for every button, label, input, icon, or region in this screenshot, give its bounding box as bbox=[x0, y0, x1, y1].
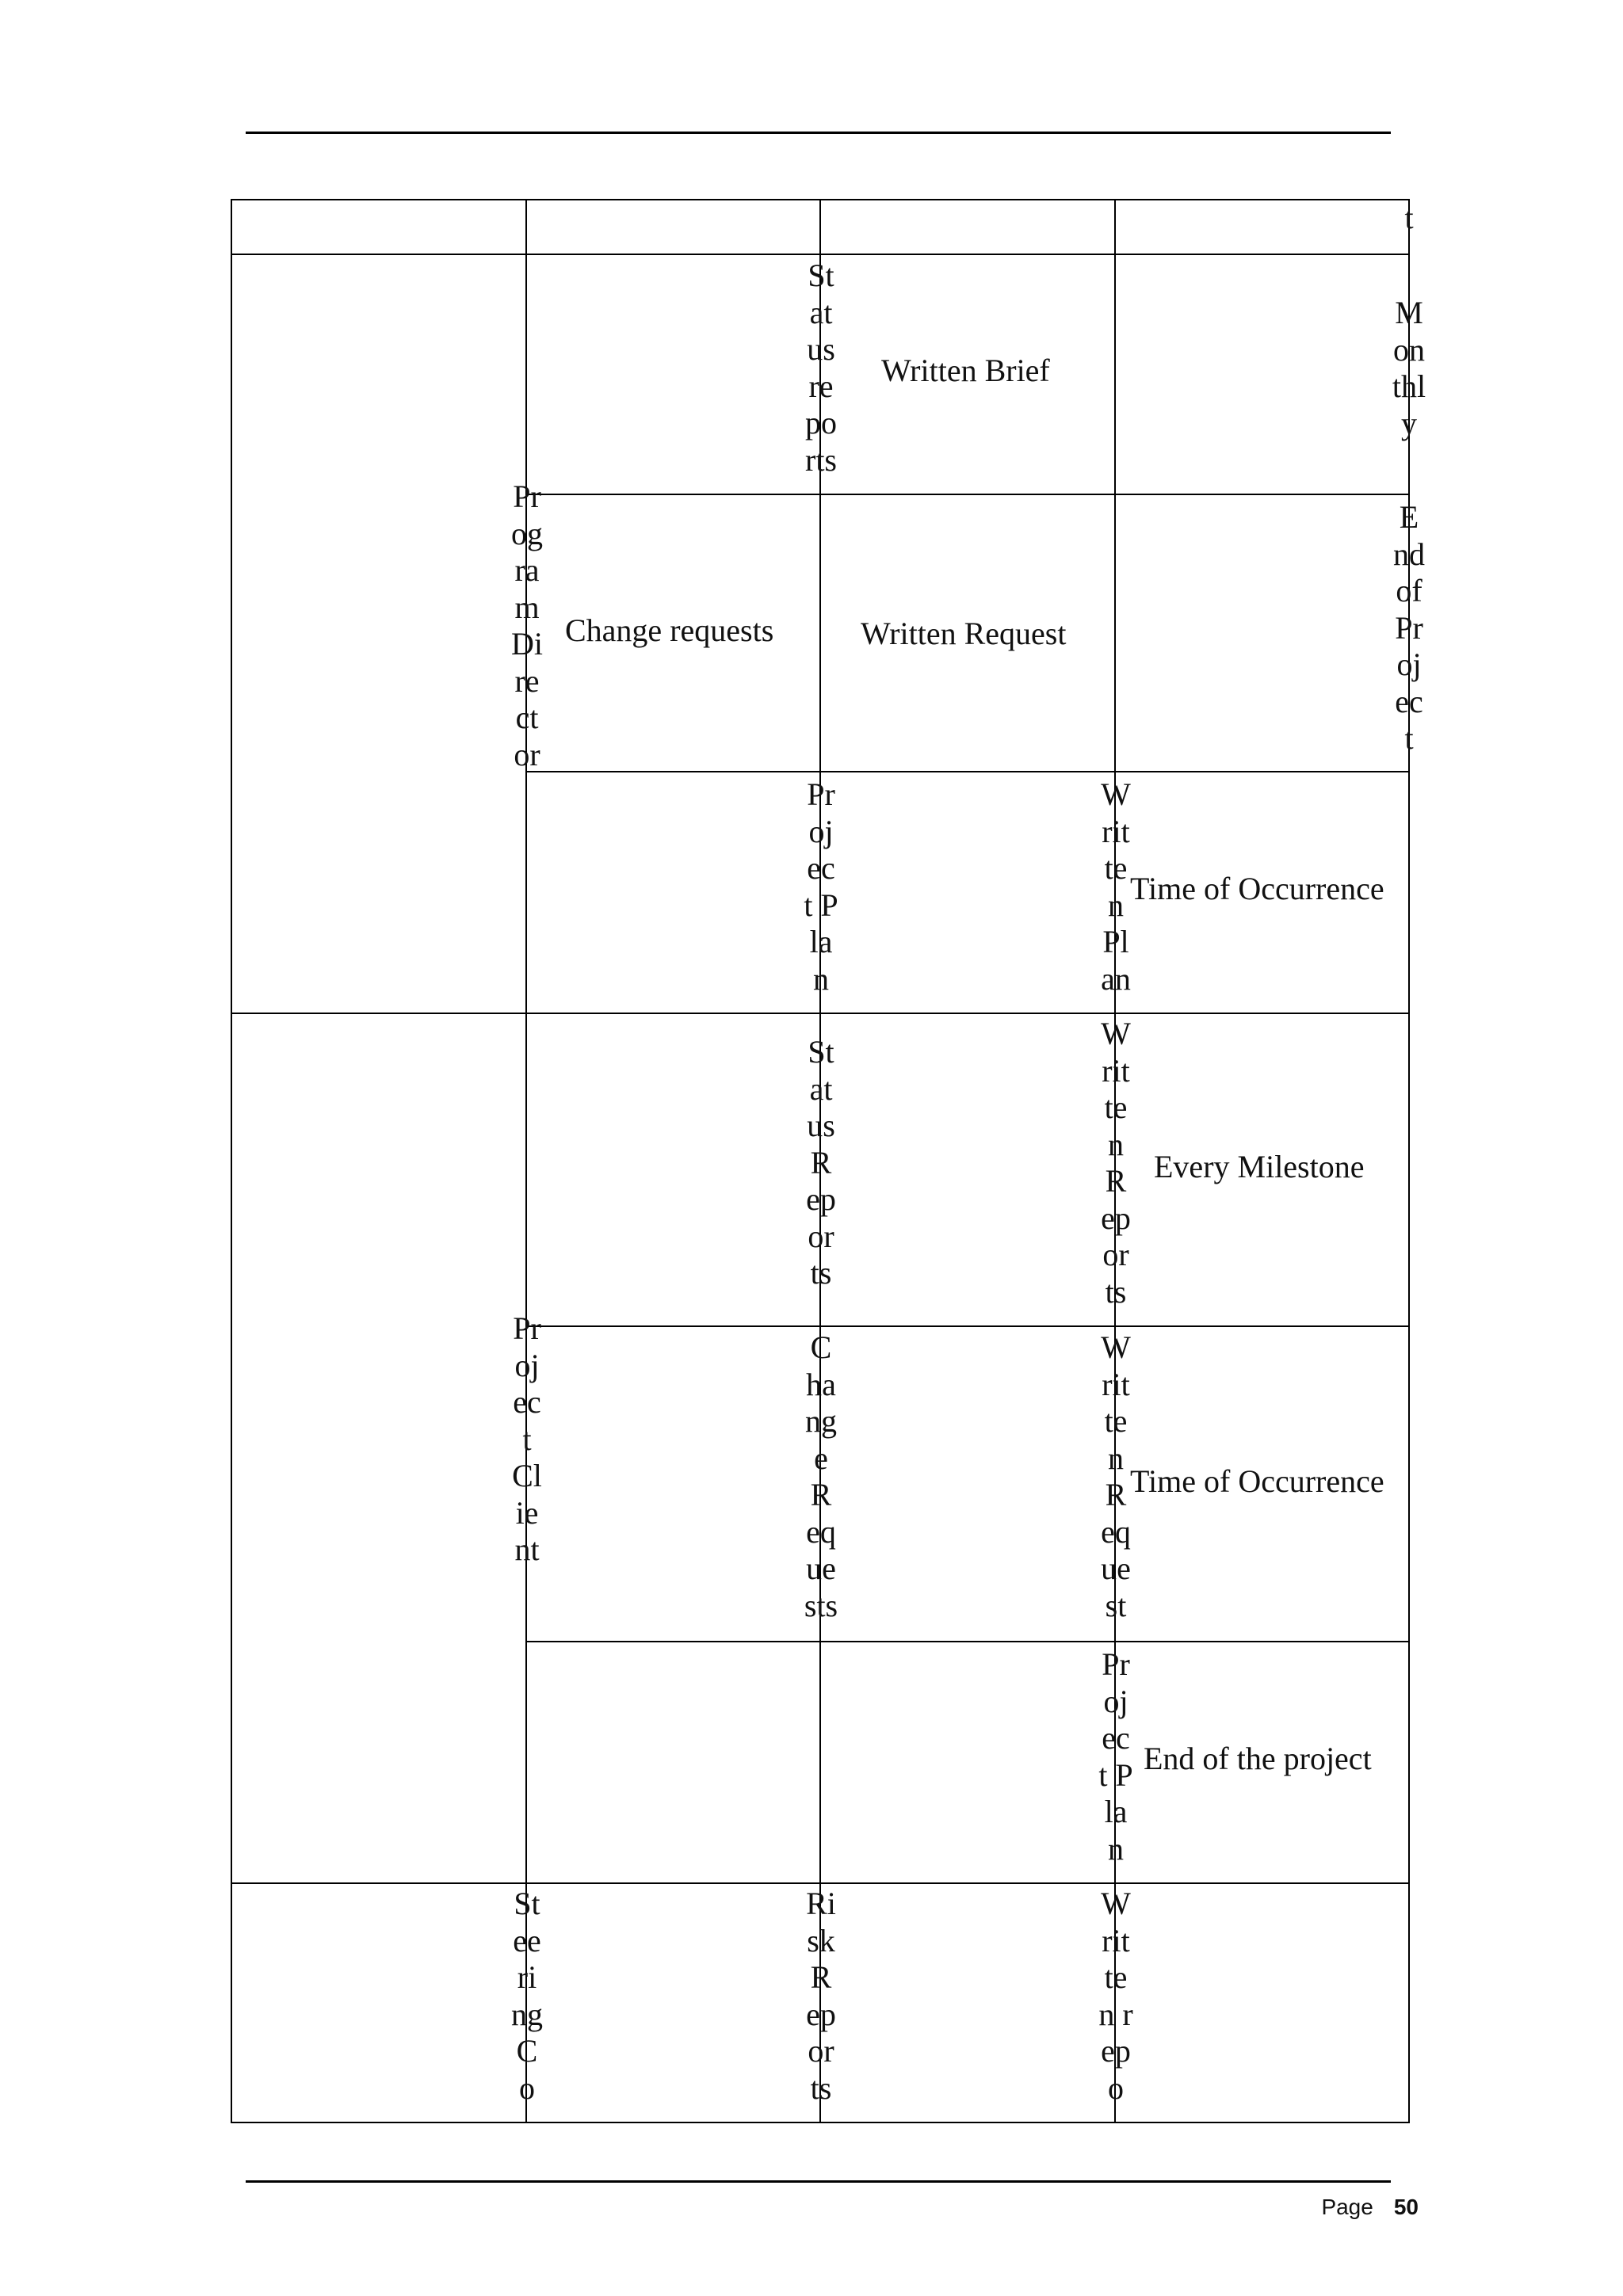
method-cell: Written Request bbox=[861, 616, 1067, 651]
method-cell: Written Request bbox=[1101, 1329, 1131, 1623]
communication-cell: Change Requests bbox=[804, 1329, 838, 1623]
stakeholder-program-director: Program Director bbox=[511, 479, 543, 772]
communication-cell: Risk Reports bbox=[806, 1886, 836, 2106]
method-cell: Written Brief bbox=[881, 353, 1050, 388]
frequency-cell: End of the project bbox=[1144, 1741, 1372, 1776]
communication-cell: Status reports bbox=[805, 257, 837, 478]
method-cell: Written Plan bbox=[1101, 776, 1131, 997]
frequency-cell: Time of Occurrence bbox=[1130, 1463, 1384, 1499]
table-row-divider bbox=[525, 1325, 1409, 1327]
frequency-cell: Every Milestone bbox=[1154, 1149, 1365, 1184]
footer-rule bbox=[246, 2180, 1391, 2183]
table-row-divider bbox=[525, 771, 1409, 772]
page-number: 50 bbox=[1393, 2195, 1419, 2219]
header-fragment: t bbox=[1404, 200, 1414, 235]
communication-cell: Change requests bbox=[565, 612, 774, 648]
table-border-right bbox=[1408, 199, 1410, 2123]
stakeholder-project-client: Project Client bbox=[512, 1310, 542, 1567]
method-cell: Written Reports bbox=[1101, 1016, 1131, 1310]
frequency-cell: Monthly bbox=[1392, 295, 1426, 441]
frequency-cell: Time of Occurrence bbox=[1130, 871, 1384, 906]
method-cell: Project Plan bbox=[1098, 1646, 1133, 1867]
communication-cell: Project Plan bbox=[804, 776, 838, 997]
frequency-cell: End of Project bbox=[1393, 499, 1425, 756]
stakeholder-steering-co: Steering Co bbox=[511, 1886, 543, 2106]
table-row-divider bbox=[525, 1641, 1409, 1642]
table-border-left bbox=[231, 199, 232, 2123]
table-row-divider bbox=[525, 494, 1409, 495]
page-footer bbox=[1268, 2195, 1419, 2226]
method-cell: Written repo bbox=[1098, 1886, 1133, 2106]
communication-cell: Status Reports bbox=[806, 1034, 836, 1291]
page-label: Page bbox=[1321, 2195, 1373, 2219]
